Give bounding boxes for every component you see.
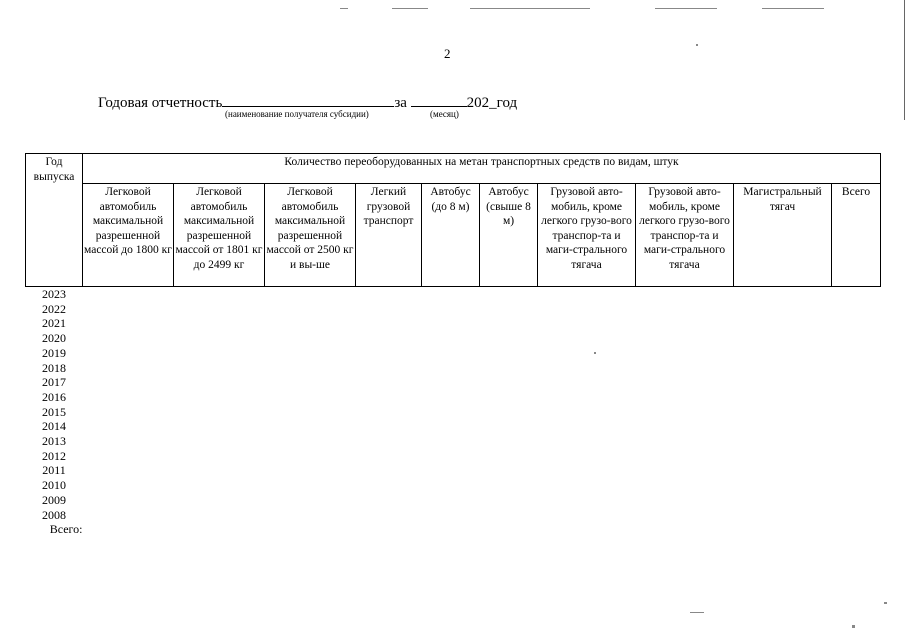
month-caption: (месяц) xyxy=(430,109,459,119)
value-cell xyxy=(422,405,480,420)
value-cell xyxy=(174,302,265,317)
for-word: за xyxy=(394,95,407,111)
value-cell xyxy=(174,419,265,434)
value-cell xyxy=(538,405,636,420)
value-cell xyxy=(734,346,832,361)
value-cell xyxy=(734,478,832,493)
vehicle-type-header: Грузовой авто-мобиль, кроме легкого грузо-вого транспор-та и маги-стрального тягача xyxy=(636,184,734,287)
value-cell xyxy=(480,493,538,508)
value-cell xyxy=(734,508,832,523)
value-cell xyxy=(422,463,480,478)
value-cell xyxy=(422,449,480,464)
value-cell xyxy=(174,493,265,508)
year-cell: 2012 xyxy=(42,448,66,463)
vehicle-type-header: Легковой автомобиль максимальной разрешенной массой до 1800 кг xyxy=(83,184,174,287)
value-cell xyxy=(832,331,881,346)
total-row xyxy=(26,522,881,537)
value-cell xyxy=(734,316,832,331)
value-cell xyxy=(83,287,174,302)
value-cell xyxy=(265,405,356,420)
value-cell xyxy=(636,287,734,302)
value-cell xyxy=(265,478,356,493)
value-cell xyxy=(356,316,422,331)
year-row xyxy=(26,361,881,376)
year-row xyxy=(26,346,881,361)
year-cell: 2013 xyxy=(42,434,66,449)
value-cell xyxy=(636,302,734,317)
value-cell xyxy=(356,405,422,420)
value-cell xyxy=(734,287,832,302)
vehicle-type-header: Всего xyxy=(832,184,881,287)
value-cell xyxy=(832,390,881,405)
value-cell xyxy=(83,419,174,434)
value-cell xyxy=(480,287,538,302)
value-cell xyxy=(83,375,174,390)
value-cell xyxy=(356,375,422,390)
value-cell xyxy=(734,434,832,449)
value-cell xyxy=(636,419,734,434)
value-cell xyxy=(832,493,881,508)
value-cell xyxy=(83,361,174,376)
value-cell xyxy=(83,390,174,405)
value-cell xyxy=(636,375,734,390)
value-cell xyxy=(636,405,734,420)
vehicle-type-header: Автобус (до 8 м) xyxy=(422,184,480,287)
value-cell xyxy=(636,390,734,405)
value-cell xyxy=(83,331,174,346)
value-cell xyxy=(174,375,265,390)
value-cell xyxy=(636,508,734,523)
vehicle-type-header: Магистральный тягач xyxy=(734,184,832,287)
value-cell xyxy=(174,346,265,361)
value-cell xyxy=(356,449,422,464)
year-cell: 2017 xyxy=(42,375,66,390)
total-value-cell xyxy=(174,522,265,537)
year-cell: 2009 xyxy=(42,492,66,507)
year-cell: 2019 xyxy=(42,345,66,360)
value-cell xyxy=(265,361,356,376)
value-cell xyxy=(422,361,480,376)
value-cell xyxy=(422,419,480,434)
value-cell xyxy=(422,493,480,508)
value-cell xyxy=(83,463,174,478)
value-cell xyxy=(832,375,881,390)
year-row xyxy=(26,508,881,523)
vehicle-type-header: Автобус (свыше 8 м) xyxy=(480,184,538,287)
value-cell xyxy=(480,331,538,346)
value-cell xyxy=(422,316,480,331)
year-cell: 2015 xyxy=(42,404,66,419)
vehicle-type-header: Легковой автомобиль максимальной разрешенной массой от 1801 кг до 2499 кг xyxy=(174,184,265,287)
month-blank xyxy=(411,92,467,107)
value-cell xyxy=(265,316,356,331)
value-cell xyxy=(734,361,832,376)
value-cell xyxy=(83,449,174,464)
value-cell xyxy=(538,463,636,478)
total-value-cell xyxy=(636,522,734,537)
value-cell xyxy=(538,361,636,376)
value-cell xyxy=(480,361,538,376)
value-cell xyxy=(356,346,422,361)
value-cell xyxy=(538,419,636,434)
year-row xyxy=(26,463,881,478)
year-cell: 2010 xyxy=(42,478,66,493)
value-cell xyxy=(734,493,832,508)
value-cell xyxy=(538,478,636,493)
value-cell xyxy=(83,302,174,317)
total-label: Всего: xyxy=(49,522,83,537)
total-value-cell xyxy=(734,522,832,537)
total-value-cell xyxy=(356,522,422,537)
value-cell xyxy=(265,287,356,302)
value-cell xyxy=(83,434,174,449)
recipient-name-blank xyxy=(222,92,394,107)
value-cell xyxy=(356,419,422,434)
value-cell xyxy=(265,419,356,434)
value-cell xyxy=(480,390,538,405)
value-cell xyxy=(832,405,881,420)
value-cell xyxy=(174,390,265,405)
value-cell xyxy=(734,419,832,434)
value-cell xyxy=(422,390,480,405)
value-cell xyxy=(636,361,734,376)
year-row xyxy=(26,331,881,346)
value-cell xyxy=(174,316,265,331)
value-cell xyxy=(538,316,636,331)
value-cell xyxy=(356,478,422,493)
value-cell xyxy=(174,361,265,376)
page-number: 2 xyxy=(444,46,451,61)
total-value-cell xyxy=(265,522,356,537)
value-cell xyxy=(480,508,538,523)
year-row xyxy=(26,478,881,493)
value-cell xyxy=(832,287,881,302)
value-cell xyxy=(422,478,480,493)
value-cell xyxy=(636,478,734,493)
value-cell xyxy=(265,375,356,390)
value-cell xyxy=(422,434,480,449)
value-cell xyxy=(480,478,538,493)
value-cell xyxy=(636,346,734,361)
value-cell xyxy=(356,493,422,508)
value-cell xyxy=(832,316,881,331)
value-cell xyxy=(265,390,356,405)
value-cell xyxy=(174,449,265,464)
value-cell xyxy=(265,449,356,464)
year-row xyxy=(26,390,881,405)
value-cell xyxy=(356,463,422,478)
total-value-cell xyxy=(83,522,174,537)
value-cell xyxy=(538,434,636,449)
value-cell xyxy=(480,405,538,420)
value-cell xyxy=(480,449,538,464)
value-cell xyxy=(265,331,356,346)
vehicle-type-header: Легковой автомобиль максимальной разрешенной массой от 2500 кг и вы-ше xyxy=(265,184,356,287)
value-cell xyxy=(83,508,174,523)
value-cell xyxy=(356,390,422,405)
value-cell xyxy=(422,375,480,390)
value-cell xyxy=(538,390,636,405)
year-cell: 2018 xyxy=(42,360,66,375)
year-cell: 2016 xyxy=(42,389,66,404)
value-cell xyxy=(734,302,832,317)
year-label: 202_год xyxy=(466,95,518,111)
value-cell xyxy=(356,331,422,346)
value-cell xyxy=(538,449,636,464)
vehicle-type-header: Грузовой авто-мобиль, кроме легкого грузо-вого транспор-та и маги-стрального тягача xyxy=(538,184,636,287)
value-cell xyxy=(174,508,265,523)
value-cell xyxy=(480,302,538,317)
vehicle-report-table xyxy=(25,153,881,537)
year-cell: 2011 xyxy=(42,463,66,478)
value-cell xyxy=(636,463,734,478)
total-value-cell xyxy=(538,522,636,537)
value-cell xyxy=(832,508,881,523)
value-cell xyxy=(636,449,734,464)
year-column-header: Год выпуска xyxy=(26,154,83,287)
value-cell xyxy=(422,302,480,317)
year-row xyxy=(26,302,881,317)
value-cell xyxy=(734,375,832,390)
value-cell xyxy=(356,508,422,523)
recipient-caption: (наименование получателя субсидии) xyxy=(225,109,369,119)
value-cell xyxy=(174,405,265,420)
value-cell xyxy=(832,419,881,434)
value-cell xyxy=(734,449,832,464)
year-row xyxy=(26,375,881,390)
year-row xyxy=(26,434,881,449)
value-cell xyxy=(538,493,636,508)
value-cell xyxy=(422,508,480,523)
value-cell xyxy=(538,375,636,390)
value-cell xyxy=(734,405,832,420)
value-cell xyxy=(265,493,356,508)
year-row xyxy=(26,419,881,434)
value-cell xyxy=(832,346,881,361)
value-cell xyxy=(538,331,636,346)
report-title: Годовая отчетность xyxy=(98,95,223,111)
total-value-cell xyxy=(422,522,480,537)
value-cell xyxy=(174,463,265,478)
value-cell xyxy=(83,316,174,331)
value-cell xyxy=(636,331,734,346)
value-cell xyxy=(480,346,538,361)
total-value-cell xyxy=(480,522,538,537)
value-cell xyxy=(538,346,636,361)
value-cell xyxy=(480,434,538,449)
value-cell xyxy=(636,316,734,331)
value-cell xyxy=(422,331,480,346)
value-cell xyxy=(832,478,881,493)
value-cell xyxy=(636,434,734,449)
value-cell xyxy=(734,331,832,346)
value-cell xyxy=(356,302,422,317)
year-cell: 2014 xyxy=(42,419,66,434)
year-cell: 2023 xyxy=(42,287,66,301)
year-cell: 2020 xyxy=(42,331,66,346)
vehicle-type-header: Легкий грузовой транспорт xyxy=(356,184,422,287)
value-cell xyxy=(734,463,832,478)
value-cell xyxy=(174,287,265,302)
value-cell xyxy=(265,508,356,523)
value-cell xyxy=(538,302,636,317)
value-cell xyxy=(422,287,480,302)
value-cell xyxy=(174,478,265,493)
year-cell: 2008 xyxy=(42,507,66,522)
year-row xyxy=(26,493,881,508)
value-cell xyxy=(83,405,174,420)
value-cell xyxy=(422,346,480,361)
value-cell xyxy=(265,463,356,478)
year-cell: 2022 xyxy=(42,301,66,316)
value-cell xyxy=(734,390,832,405)
value-cell xyxy=(832,361,881,376)
vehicle-count-group-header: Количество переоборудованных на метан транспортных средств по видам, штук xyxy=(83,154,881,184)
value-cell xyxy=(832,302,881,317)
value-cell xyxy=(356,434,422,449)
value-cell xyxy=(83,478,174,493)
value-cell xyxy=(832,434,881,449)
year-row xyxy=(26,449,881,464)
value-cell xyxy=(356,361,422,376)
value-cell xyxy=(832,463,881,478)
value-cell xyxy=(832,449,881,464)
value-cell xyxy=(83,493,174,508)
value-cell xyxy=(265,434,356,449)
value-cell xyxy=(265,302,356,317)
value-cell xyxy=(480,419,538,434)
year-cell: 2021 xyxy=(42,316,66,331)
value-cell xyxy=(265,346,356,361)
value-cell xyxy=(356,287,422,302)
value-cell xyxy=(480,463,538,478)
value-cell xyxy=(480,375,538,390)
year-row xyxy=(26,287,881,302)
total-value-cell xyxy=(832,522,881,537)
value-cell xyxy=(83,346,174,361)
value-cell xyxy=(636,493,734,508)
year-row xyxy=(26,405,881,420)
value-cell xyxy=(174,434,265,449)
year-row xyxy=(26,316,881,331)
value-cell xyxy=(174,331,265,346)
value-cell xyxy=(538,508,636,523)
value-cell xyxy=(480,316,538,331)
value-cell xyxy=(538,287,636,302)
